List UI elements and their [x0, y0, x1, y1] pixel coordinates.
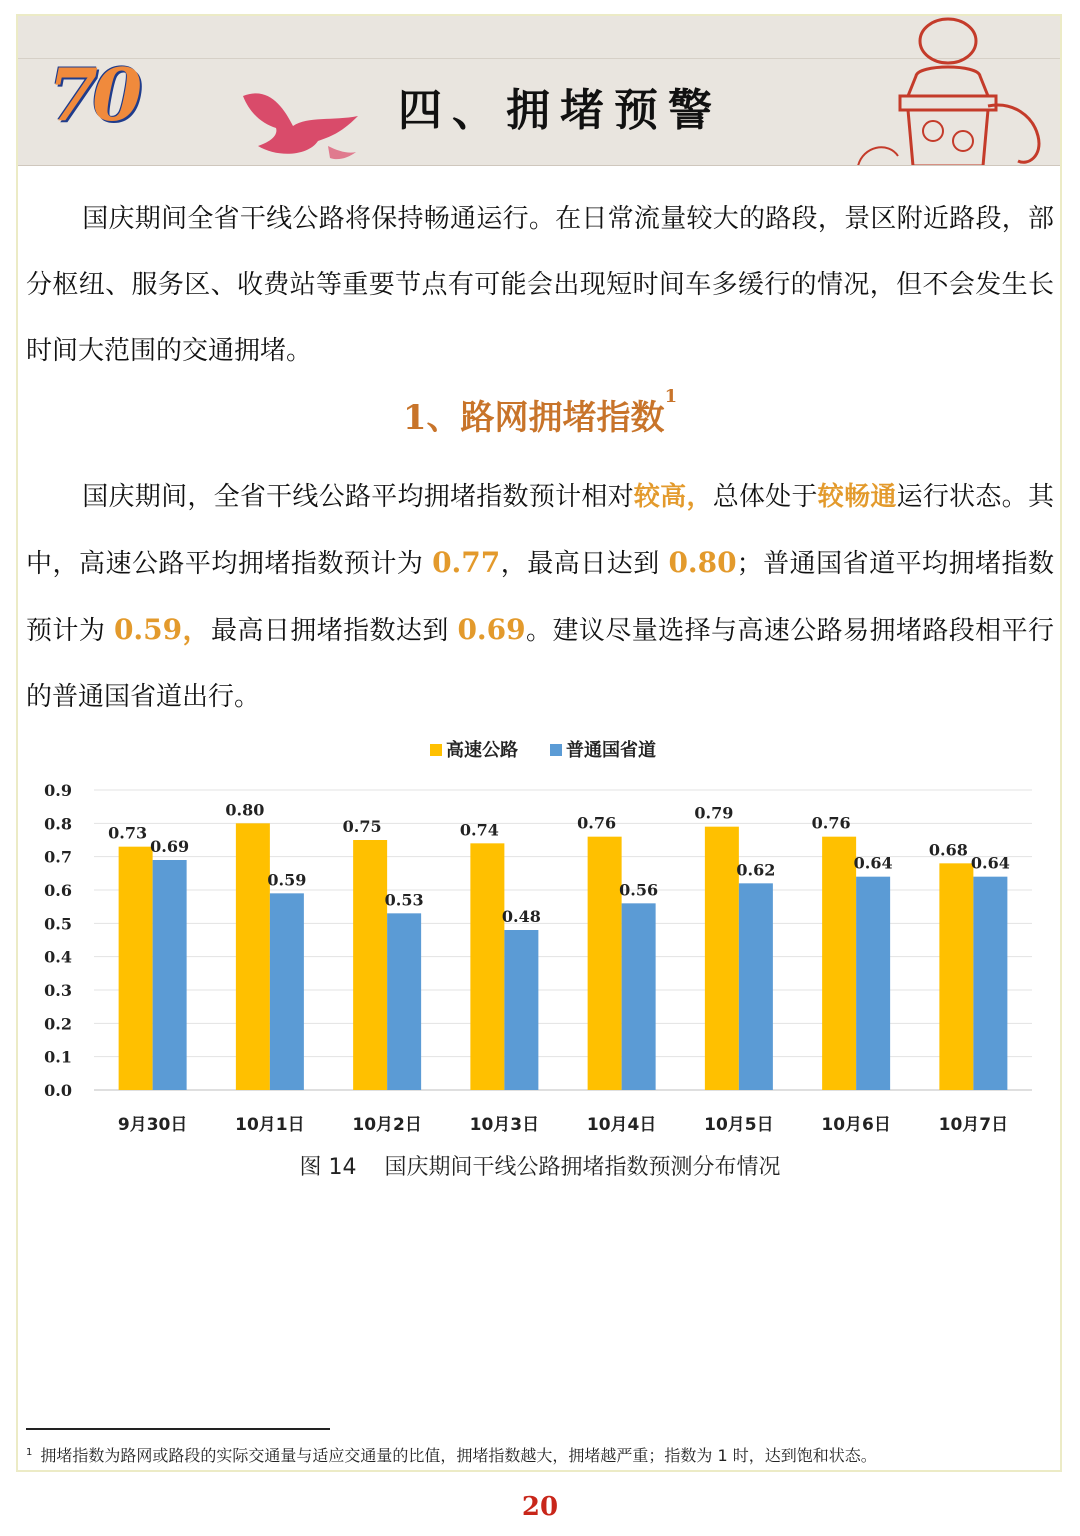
- expressway-peak-value: 0.80: [668, 546, 737, 579]
- page-number: 20: [521, 1492, 559, 1522]
- bar-trunk-road: [504, 930, 538, 1090]
- huabiao-pillar-icon: [838, 16, 1060, 166]
- y-tick-label: 0.2: [44, 1014, 72, 1034]
- bar-trunk-road: [973, 877, 1007, 1090]
- legend-swatch: [430, 744, 442, 756]
- y-tick-label: 0.1: [44, 1047, 72, 1067]
- body-paragraph: 国庆期间，全省干线公路平均拥堵指数预计相对较高，总体处于较畅通运行状态。其中，高速公路平均拥堵指数预计为 0.77，最高日达到 0.80；普通国省道平均拥堵指数预计为 0.59，最高日拥堵指数达到 0.69。建议尽量选择与高速公路易拥堵路段相平行的普通国省道出行。: [26, 482, 1055, 712]
- y-tick-label: 0.9: [44, 781, 72, 800]
- data-label: 0.75: [342, 817, 382, 836]
- data-label: 0.59: [267, 870, 307, 890]
- anniversary-number: 70: [48, 52, 137, 137]
- data-label: 0.69: [150, 837, 190, 856]
- intro-paragraph: 国庆期间全省干线公路将保持畅通运行。在日常流量较大的路段，景区附近路段，部分枢纽、服务区、收费站等重要节点有可能会出现短时间车多缓行的情况，但不会发生长时间大范围的交通拥堵。: [26, 204, 1054, 366]
- bar-trunk-road: [739, 883, 773, 1090]
- x-tick-label: 10月4日: [586, 1115, 657, 1135]
- bar-expressway: [705, 827, 739, 1090]
- chapter-banner: [18, 16, 1060, 166]
- y-tick-label: 0.4: [44, 947, 72, 967]
- legend-swatch: [550, 744, 562, 756]
- trunk-road-peak-value: 0.69: [457, 613, 526, 646]
- data-label: 0.62: [736, 860, 776, 880]
- data-label: 0.64: [853, 853, 893, 873]
- legend-label: 普通国省道: [566, 740, 656, 761]
- bar-trunk-road: [387, 913, 421, 1090]
- data-label: 0.79: [694, 803, 734, 823]
- expressway-average-value: 0.77: [432, 546, 501, 579]
- data-label: 0.74: [459, 820, 499, 840]
- dove-icon: [238, 86, 398, 166]
- data-label: 0.76: [811, 813, 851, 833]
- data-label: 0.48: [501, 907, 541, 926]
- data-label: 0.56: [619, 880, 659, 900]
- highlight-fairly-smooth: 较畅通: [817, 482, 897, 512]
- x-tick-label: 10月3日: [469, 1115, 540, 1135]
- chapter-title: 四、拥堵预警: [398, 85, 722, 136]
- x-tick-label: 10月5日: [704, 1115, 774, 1135]
- y-tick-label: 0.6: [44, 881, 72, 900]
- highlight-relatively-high: 较高，: [633, 482, 713, 512]
- data-label: 0.53: [384, 890, 424, 910]
- trunk-road-average-value: 0.59，: [113, 613, 211, 646]
- figure-caption: 图 14 国庆期间干线公路拥堵指数预测分布情况: [299, 1155, 781, 1180]
- y-tick-label: 0.7: [44, 847, 72, 867]
- legend-label: 高速公路: [446, 740, 518, 761]
- bar-expressway: [470, 843, 504, 1090]
- data-label: 0.73: [108, 823, 148, 843]
- bar-expressway: [939, 863, 973, 1090]
- data-label: 0.80: [225, 800, 265, 820]
- data-label: 0.76: [577, 813, 617, 833]
- bar-expressway: [236, 823, 270, 1090]
- bar-expressway: [119, 847, 153, 1090]
- bar-trunk-road: [856, 877, 890, 1090]
- section-title: 1、路网拥堵指数$^1$: [402, 386, 678, 438]
- footnote-divider: [26, 1428, 330, 1430]
- x-tick-label: 10月6日: [821, 1115, 891, 1135]
- y-tick-label: 0.8: [44, 814, 72, 834]
- footnote: $^1$ 拥堵指数为路网或路段的实际交通量与适应交通量的比值，拥堵指数越大，拥堵越严重；指数为 1 时，达到饱和状态。: [26, 1446, 877, 1465]
- x-tick-label: 10月1日: [235, 1115, 305, 1135]
- congestion-index-chart: [30, 730, 1050, 1140]
- y-tick-label: 0.3: [44, 981, 72, 1000]
- data-label: 0.64: [970, 853, 1010, 873]
- bar-trunk-road: [622, 903, 656, 1090]
- bar-expressway: [822, 837, 856, 1090]
- x-tick-label: 9月30日: [117, 1115, 188, 1135]
- bar-trunk-road: [153, 860, 187, 1090]
- footnote-marker: 1: [664, 386, 678, 407]
- data-label: 0.68: [928, 840, 968, 860]
- bar-expressway: [353, 840, 387, 1090]
- bar-expressway: [588, 837, 622, 1090]
- bar-trunk-road: [270, 893, 304, 1090]
- x-tick-label: 10月2日: [352, 1115, 422, 1135]
- y-tick-label: 0.5: [44, 914, 72, 934]
- x-tick-label: 10月7日: [938, 1115, 1009, 1135]
- y-tick-label: 0.0: [44, 1081, 72, 1100]
